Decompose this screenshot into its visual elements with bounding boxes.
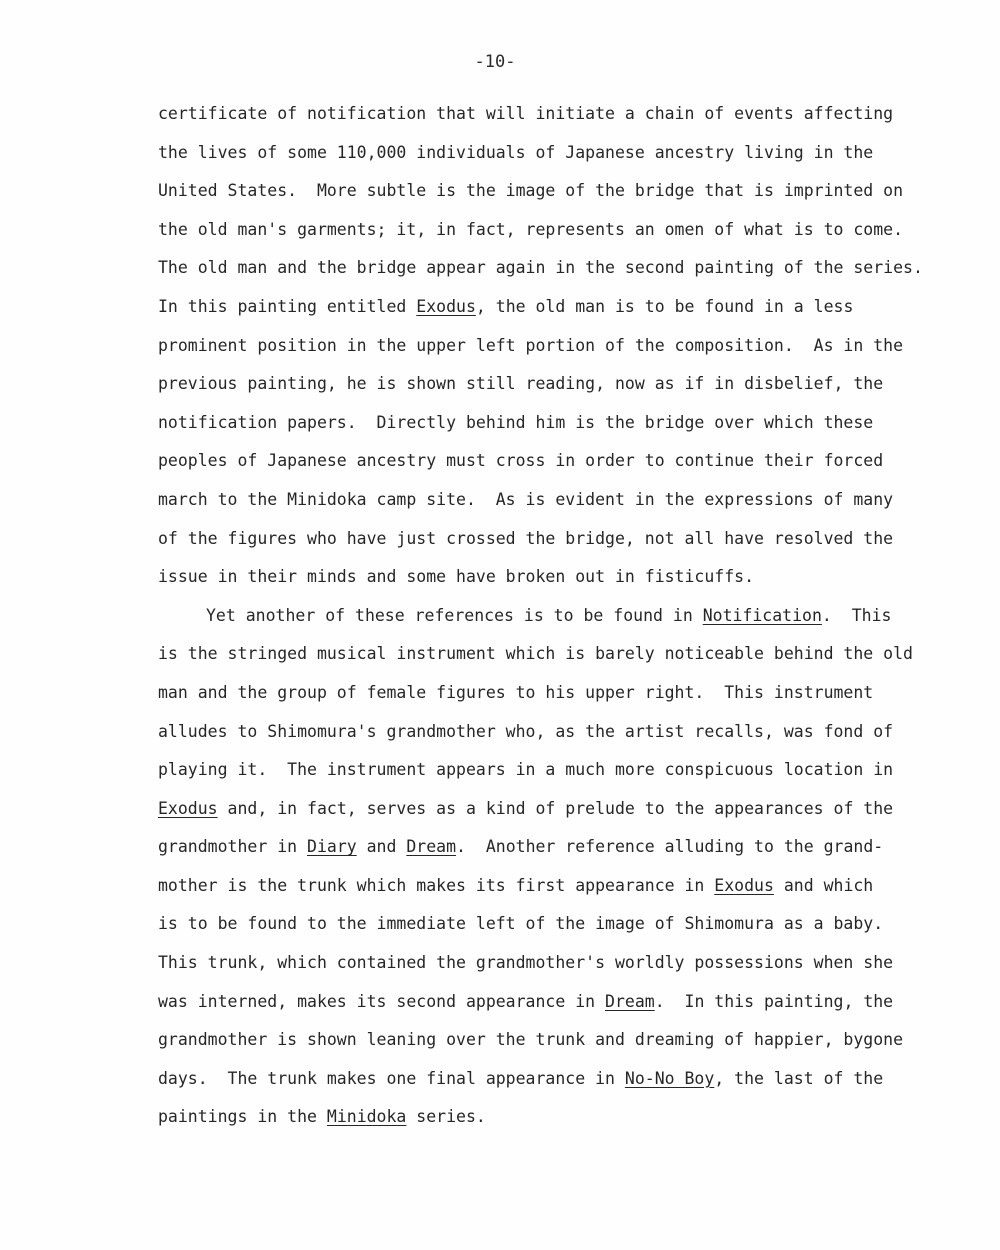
text-line: [158, 790, 918, 829]
text-segment: peoples of Japanese ancestry must cross in order to continue their forced: [158, 451, 884, 471]
text-segment: days. The trunk makes one final appearance in: [158, 1068, 625, 1088]
text-line: [158, 867, 918, 906]
text-segment: The old man and the bridge appear again in the second painting of the series.: [158, 258, 923, 278]
text-line: [158, 95, 918, 134]
underlined-title: Dream: [406, 837, 457, 857]
text-line: [158, 172, 918, 211]
text-segment: is to be found to the immediate left of the image of Shimomura as a baby.: [158, 914, 884, 934]
underlined-title: Exodus: [158, 798, 218, 818]
text-segment: series.: [406, 1107, 486, 1127]
text-line: [158, 249, 923, 288]
text-segment: . In this painting, the: [654, 991, 894, 1011]
text-line: [158, 288, 918, 327]
text-line: [158, 1098, 918, 1137]
text-segment: . Another reference alluding to the grand-: [456, 837, 884, 857]
paragraph: [158, 597, 918, 1137]
text-line: [158, 983, 918, 1022]
text-line: [158, 751, 918, 790]
text-segment: the lives of some 110,000 individuals of Japanese ancestry living in the: [158, 142, 874, 162]
underlined-title: Exodus: [714, 875, 774, 895]
text-segment: , the old man is to be found in a less: [475, 296, 854, 316]
text-line: [158, 442, 918, 481]
text-segment: and: [356, 837, 407, 857]
text-segment: man and the group of female figures to his upper right. This instrument: [158, 682, 874, 702]
text-line: [158, 365, 918, 404]
underlined-title: Exodus: [416, 296, 476, 316]
text-line: [158, 211, 918, 250]
text-segment: playing it. The instrument appears in a much more conspicuous location in: [158, 760, 894, 780]
text-line: [158, 520, 918, 559]
text-segment: grandmother is shown leaning over the trunk and dreaming of happier, bygone: [158, 1030, 904, 1050]
text-segment: the old man's garments; it, in fact, represents an omen of what is to come.: [158, 219, 904, 239]
text-line: [158, 635, 918, 674]
text-line: [158, 134, 918, 173]
text-segment: alludes to Shimomura's grandmother who, as the artist recalls, was fond of: [158, 721, 894, 741]
text-line: [158, 597, 918, 636]
text-segment: . This: [821, 605, 892, 625]
text-segment: , the last of the: [714, 1068, 884, 1088]
text-line: [158, 327, 918, 366]
text-line: [158, 1021, 918, 1060]
text-segment: certificate of notification that will initiate a chain of events affecting: [158, 104, 894, 123]
text-segment: was interned, makes its second appearance in: [158, 991, 606, 1011]
underlined-title: No-No Boy: [624, 1068, 715, 1088]
text-segment: grandmother in: [158, 837, 308, 857]
underlined-title: Notification: [702, 605, 822, 625]
text-line: [158, 674, 918, 713]
text-segment: and, in fact, serves as a kind of prelude to the appearances of the: [217, 798, 894, 818]
text-segment: mother is the trunk which makes its first appearance in: [158, 875, 715, 895]
text-line: [158, 944, 918, 983]
text-line: [158, 713, 918, 752]
text-segment: and which: [773, 875, 874, 895]
text-segment: march to the Minidoka camp site. As is evident in the expressions of many: [158, 489, 894, 509]
text-segment: This trunk, which contained the grandmother's worldly possessions when she: [158, 953, 894, 973]
text-segment: prominent position in the upper left portion of the composition. As in the: [158, 335, 904, 355]
text-segment: is the stringed musical instrument which is barely noticeable behind the old: [158, 644, 913, 664]
page-number: -10-: [474, 52, 516, 72]
text-line: [158, 558, 918, 597]
text-segment: United States. More subtle is the image of the bridge that is imprinted on: [158, 181, 904, 201]
underlined-title: Diary: [307, 837, 357, 857]
text-segment: Yet another of these references is to be found in: [206, 605, 703, 625]
text-segment: paintings in the: [158, 1107, 327, 1127]
text-line: [158, 481, 918, 520]
text-line: [158, 1060, 918, 1099]
text-line: [158, 828, 918, 867]
paragraph: [158, 95, 923, 597]
text-segment: issue in their minds and some have broken out in fisticuffs.: [158, 567, 755, 587]
underlined-title: Dream: [605, 991, 655, 1011]
text-segment: of the figures who have just crossed the bridge, not all have resolved the: [158, 528, 894, 548]
text-line: [158, 404, 918, 443]
underlined-title: Minidoka: [326, 1107, 407, 1127]
text-segment: previous painting, he is shown still reading, now as if in disbelief, the: [158, 374, 884, 394]
text-segment: In this painting entitled: [158, 296, 417, 316]
text-line: [158, 905, 918, 944]
body-text: [158, 95, 923, 1137]
text-segment: notification papers. Directly behind him is the bridge over which these: [158, 412, 874, 432]
